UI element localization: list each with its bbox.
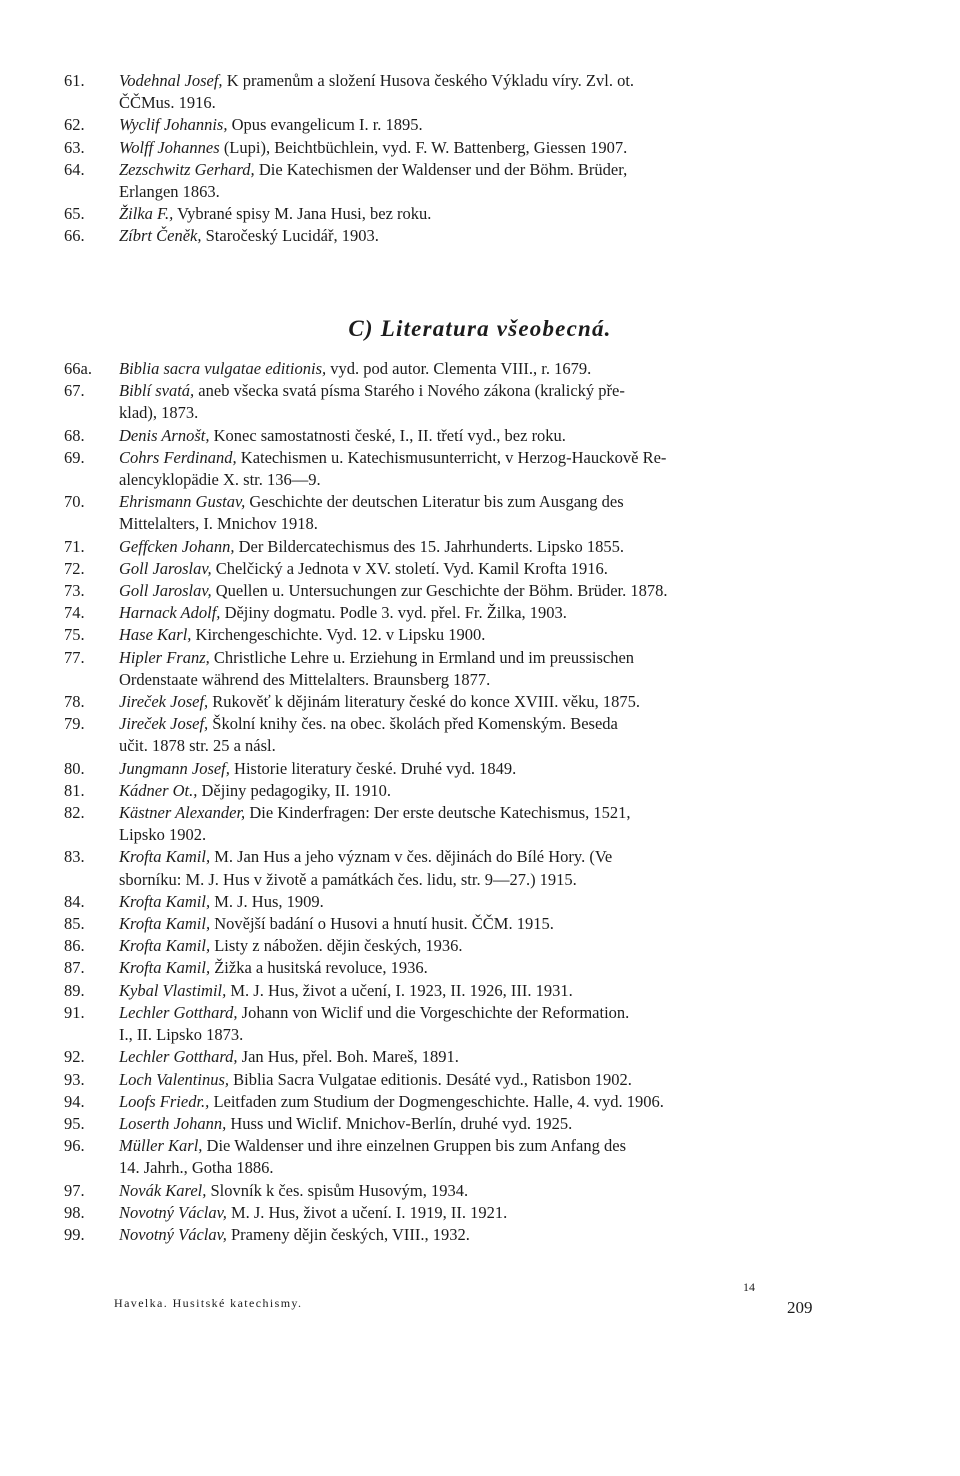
entry-text: Historie literatury české. Druhé vyd. 1849. — [229, 758, 517, 778]
entry-text: M. Jan Hus a jeho význam v čes. dějinách do Bílé Hory. (Ve — [210, 847, 613, 867]
entry-number: 68. — [64, 425, 85, 445]
entry-text: Žižka a husitská revoluce, 1936. — [210, 958, 428, 978]
footer-source: Havelka. Husitské katechismy. — [114, 1296, 303, 1310]
entry-number: 75. — [64, 625, 85, 645]
entry-continuation: klad), 1873. — [119, 403, 199, 423]
entry-author: Lechler Gotthard, — [119, 1047, 238, 1067]
entry-author: Denis Arnošt, — [119, 425, 210, 445]
entry-text: Kirchengeschichte. Vyd. 12. v Lipsku 1900. — [191, 625, 486, 645]
entry-text: Leitfaden zum Studium der Dogmengeschichte. Halle, 4. vyd. 1906. — [209, 1091, 664, 1111]
entry-text: K pramenům a složení Husova českého Výkladu víry. Zvl. ot. — [222, 71, 635, 90]
signature-mark: 14 — [743, 1280, 755, 1294]
entry-text: Vybrané spisy M. Jana Husi, bez roku. — [173, 204, 432, 224]
bibliography-entry — [64, 713, 824, 757]
bibliography-list-general — [64, 358, 824, 1246]
entry-author: Loch Valentinus, — [119, 1069, 229, 1089]
entry-text: Der Bildercatechismus des 15. Jahrhunderts. Lipsko 1855. — [234, 536, 624, 556]
entry-author: Ehrismann Gustav, — [119, 492, 246, 512]
bibliography-entry — [64, 580, 824, 602]
entry-text: Prameny dějin českých, VIII., 1932. — [226, 1224, 470, 1244]
bibliography-entry — [64, 691, 824, 713]
bibliography-entry — [64, 1202, 824, 1224]
entry-author: Kybal Vlastimil, — [119, 980, 227, 1000]
bibliography-entry — [64, 935, 824, 957]
entry-number: 71. — [64, 536, 85, 556]
entry-continuation: Ordenstaate während des Mittelalters. Braunsberg 1877. — [119, 669, 491, 689]
entry-text: M. J. Hus, život a učení, I. 1923, II. 1926, III. 1931. — [226, 980, 573, 1000]
entry-text: Dějiny dogmatu. Podle 3. vyd. přel. Fr. Žilka, 1903. — [220, 603, 567, 623]
entry-author: Wyclif Johannis, — [119, 115, 228, 135]
entry-author: Wolff Johannes — [119, 137, 220, 157]
entry-author: Jungmann Josef, — [119, 758, 230, 778]
entry-number: 66a. — [64, 359, 92, 378]
bibliography-entry — [64, 913, 824, 935]
entry-author: Cohrs Ferdinand, — [119, 447, 237, 467]
entry-number: 89. — [64, 980, 85, 1000]
bibliography-entry — [64, 1069, 824, 1091]
entry-author: Goll Jaroslav, — [119, 581, 212, 601]
entry-author: Zezschwitz Gerhard, — [119, 159, 255, 179]
entry-number: 66. — [64, 226, 85, 246]
entry-text: Staročeský Lucidář, 1903. — [201, 226, 379, 246]
bibliography-entry — [64, 380, 824, 424]
entry-continuation: Lipsko 1902. — [119, 825, 207, 845]
entry-author: Novotný Václav, — [119, 1224, 227, 1244]
entry-author: Krofta Kamil, — [119, 958, 211, 978]
bibliography-entry — [64, 536, 824, 558]
bibliography-entry — [64, 846, 824, 890]
page-number: 209 — [787, 1298, 813, 1317]
entry-text: Rukověť k dějinám literatury české do konce XVIII. věku, 1875. — [208, 692, 640, 712]
entry-text: Johann von Wiclif und die Vorgeschichte der Reformation. — [237, 1002, 630, 1022]
bibliography-entry — [64, 447, 824, 491]
entry-number: 93. — [64, 1069, 85, 1089]
bibliography-entry — [64, 203, 824, 225]
entry-text: Novější badání o Husovi a hnutí husit. ČČM. 1915. — [210, 914, 554, 934]
entry-number: 77. — [64, 647, 85, 667]
bibliography-entry — [64, 491, 824, 535]
entry-text: Slovník k čes. spisům Husovým, 1934. — [206, 1180, 469, 1200]
bibliography-entry — [64, 602, 824, 624]
entry-number: 96. — [64, 1136, 85, 1156]
entry-text: Školní knihy čes. na obec. školách před Komenským. Beseda — [208, 714, 618, 734]
bibliography-entry — [64, 647, 824, 691]
entry-number: 69. — [64, 447, 85, 467]
bibliography-entry — [64, 891, 824, 913]
bibliography-entry — [64, 980, 824, 1002]
entry-number: 84. — [64, 891, 85, 911]
bibliography-entry — [64, 1046, 824, 1068]
bibliography-entry — [64, 957, 824, 979]
bibliography-entry — [64, 802, 824, 846]
entry-author: Jireček Josef, — [119, 714, 209, 734]
entry-number: 74. — [64, 603, 85, 623]
entry-author: Goll Jaroslav, — [119, 558, 212, 578]
entry-number: 63. — [64, 137, 85, 157]
entry-number: 72. — [64, 558, 85, 578]
entry-number: 97. — [64, 1180, 85, 1200]
entry-number: 91. — [64, 1002, 85, 1022]
bibliography-entry — [64, 225, 824, 247]
entry-text: Listy z nábožen. dějin českých, 1936. — [210, 936, 463, 956]
entry-number: 81. — [64, 780, 85, 800]
entry-number: 62. — [64, 115, 85, 135]
entry-number: 92. — [64, 1047, 85, 1067]
entry-continuation: ČČMus. 1916. — [119, 93, 216, 113]
entry-author: Vodehnal Josef, — [119, 71, 223, 90]
entry-author: Hase Karl, — [119, 625, 192, 645]
entry-continuation: učit. 1878 str. 25 a násl. — [119, 736, 276, 756]
entry-number: 99. — [64, 1224, 85, 1244]
entry-author: Krofta Kamil, — [119, 891, 211, 911]
entry-author: Novotný Václav, — [119, 1202, 227, 1222]
entry-text: Die Kinderfragen: Der erste deutsche Katechismus, 1521, — [245, 803, 631, 823]
bibliography-entry — [64, 1002, 824, 1046]
entry-number: 87. — [64, 958, 85, 978]
entry-text: vyd. pod autor. Clementa VIII., r. 1679. — [326, 359, 592, 378]
entry-number: 73. — [64, 581, 85, 601]
bibliography-entry — [64, 114, 824, 136]
entry-author: Loserth Johann, — [119, 1113, 227, 1133]
entry-author: Jireček Josef, — [119, 692, 209, 712]
bibliography-entry — [64, 1135, 824, 1179]
entry-text: Christliche Lehre u. Erziehung in Ermland und im preussischen — [209, 647, 635, 667]
entry-text: (Lupi), Beichtbüchlein, vyd. F. W. Battenberg, Giessen 1907. — [219, 137, 628, 157]
entry-author: Loofs Friedr., — [119, 1091, 210, 1111]
entry-text: Dějiny pedagogiky, II. 1910. — [197, 780, 392, 800]
entry-author: Müller Karl, — [119, 1136, 203, 1156]
entry-text: aneb všecka svatá písma Starého i Nového zákona (kralický pře- — [194, 381, 625, 401]
bibliography-entry — [64, 425, 824, 447]
bibliography-entry — [64, 1091, 824, 1113]
entry-number: 85. — [64, 914, 85, 934]
bibliography-entry — [64, 159, 824, 203]
entry-number: 83. — [64, 847, 85, 867]
entry-number: 70. — [64, 492, 85, 512]
entry-continuation: sborníku: M. J. Hus v životě a památkách čes. lidu, str. 9—27.) 1915. — [119, 869, 577, 889]
entry-number: 64. — [64, 159, 85, 179]
entry-text: M. J. Hus, 1909. — [210, 891, 324, 911]
entry-text: Biblia Sacra Vulgatae editionis. Desáté vyd., Ratisbon 1902. — [229, 1069, 632, 1089]
bibliography-entry — [64, 1113, 824, 1135]
entry-author: Geffcken Johann, — [119, 536, 235, 556]
entry-continuation: I., II. Lipsko 1873. — [119, 1025, 244, 1045]
bibliography-entry — [64, 1224, 824, 1246]
entry-number: 61. — [64, 71, 85, 90]
bibliography-entry — [64, 358, 824, 380]
entry-text: Die Waldenser und ihre einzelnen Gruppen bis zum Anfang des — [202, 1136, 626, 1156]
entry-author: Žilka F., — [119, 204, 174, 224]
entry-author: Krofta Kamil, — [119, 936, 211, 956]
entry-number: 86. — [64, 936, 85, 956]
entry-author: Lechler Gotthard, — [119, 1002, 238, 1022]
entry-author: Zíbrt Čeněk, — [119, 226, 202, 246]
entry-author: Hipler Franz, — [119, 647, 210, 667]
entry-author: Krofta Kamil, — [119, 847, 211, 867]
bibliography-entry — [64, 1180, 824, 1202]
entry-number: 78. — [64, 692, 85, 712]
entry-author: Kästner Alexander, — [119, 803, 246, 823]
entry-continuation: Erlangen 1863. — [119, 182, 220, 202]
entry-number: 67. — [64, 381, 85, 401]
entry-text: Die Katechismen der Waldenser und der Böhm. Brüder, — [254, 159, 628, 179]
entry-number: 79. — [64, 714, 85, 734]
entry-number: 94. — [64, 1091, 85, 1111]
entry-text: Katechismen u. Katechismusunterricht, v Herzog-Hauckově Re- — [236, 447, 667, 467]
entry-author: Kádner Ot., — [119, 780, 198, 800]
entry-text: Quellen u. Untersuchungen zur Geschichte der Böhm. Brüder. 1878. — [211, 581, 668, 601]
bibliography-entry — [64, 758, 824, 780]
entry-continuation: 14. Jahrh., Gotha 1886. — [119, 1158, 274, 1178]
entry-text: Chelčický a Jednota v XV. století. Vyd. Kamil Krofta 1916. — [211, 558, 608, 578]
entry-text: Konec samostatnosti české, I., II. třetí vyd., bez roku. — [209, 425, 566, 445]
entry-number: 65. — [64, 204, 85, 224]
bibliography-entry — [64, 70, 824, 114]
entry-number: 98. — [64, 1202, 85, 1222]
entry-continuation: alencyklopädie X. str. 136—9. — [119, 470, 321, 490]
entry-author: Biblia sacra vulgatae editionis, — [119, 359, 327, 378]
entry-text: M. J. Hus, život a učení. I. 1919, II. 1921. — [226, 1202, 508, 1222]
bibliography-list-top — [64, 70, 824, 248]
entry-number: 82. — [64, 803, 85, 823]
entry-author: Krofta Kamil, — [119, 914, 211, 934]
entry-author: Novák Karel, — [119, 1180, 207, 1200]
bibliography-entry — [64, 624, 824, 646]
entry-number: 95. — [64, 1113, 85, 1133]
entry-number: 80. — [64, 758, 85, 778]
entry-author: Biblí svatá, — [119, 381, 195, 401]
section-heading: C) Literatura všeobecná. — [348, 316, 612, 341]
entry-continuation: Mittelalters, I. Mnichov 1918. — [119, 514, 318, 534]
entry-author: Harnack Adolf, — [119, 603, 221, 623]
bibliography-entry — [64, 558, 824, 580]
entry-text: Jan Hus, přel. Boh. Mareš, 1891. — [237, 1047, 459, 1067]
bibliography-entry — [64, 137, 824, 159]
bibliography-entry — [64, 780, 824, 802]
entry-text: Opus evangelicum I. r. 1895. — [227, 115, 423, 135]
entry-text: Huss und Wiclif. Mnichov-Berlín, druhé vyd. 1925. — [226, 1113, 573, 1133]
entry-text: Geschichte der deutschen Literatur bis zum Ausgang des — [245, 492, 624, 512]
